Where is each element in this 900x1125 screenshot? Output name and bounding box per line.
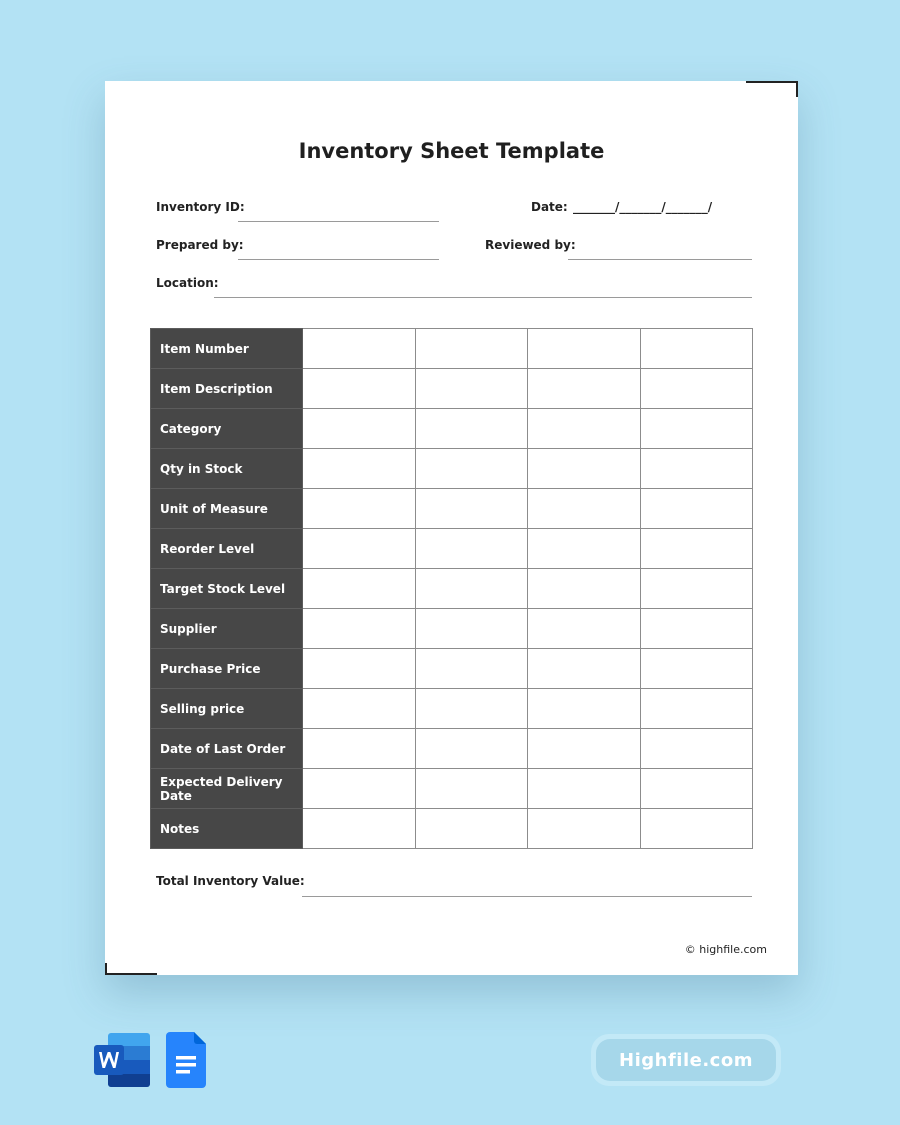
table-cell[interactable]	[415, 569, 528, 609]
table-cell[interactable]	[415, 369, 528, 409]
table-cell[interactable]	[640, 569, 753, 609]
reviewed-by-label: Reviewed by:	[485, 238, 576, 252]
table-cell[interactable]	[303, 409, 416, 449]
prepared-by-field[interactable]	[238, 259, 439, 260]
table-row	[151, 409, 753, 449]
table-cell[interactable]	[640, 529, 753, 569]
reviewed-by-field[interactable]	[568, 259, 752, 260]
row-header: Supplier	[151, 609, 303, 649]
table-cell[interactable]	[640, 689, 753, 729]
row-header: Selling price	[151, 689, 303, 729]
table-row	[151, 489, 753, 529]
crop-mark-bottom-left	[105, 963, 157, 975]
table-cell[interactable]	[415, 729, 528, 769]
table-cell[interactable]	[528, 649, 641, 689]
table-cell[interactable]	[528, 369, 641, 409]
row-header: Qty in Stock	[151, 449, 303, 489]
inventory-table	[150, 328, 753, 849]
table-cell[interactable]	[303, 729, 416, 769]
table-row	[151, 649, 753, 689]
table-row	[151, 729, 753, 769]
table-row	[151, 809, 753, 849]
table-cell[interactable]	[528, 729, 641, 769]
table-row	[151, 689, 753, 729]
table-row	[151, 369, 753, 409]
table-cell[interactable]	[415, 609, 528, 649]
table-cell[interactable]	[415, 769, 528, 809]
location-label: Location:	[156, 276, 219, 290]
table-row	[151, 569, 753, 609]
row-header: Expected Delivery Date	[151, 769, 303, 809]
row-header: Purchase Price	[151, 649, 303, 689]
highfile-brand-text: Highfile.com	[596, 1039, 776, 1081]
total-inventory-value-field[interactable]	[302, 896, 752, 897]
location-field[interactable]	[214, 297, 752, 298]
table-cell[interactable]	[640, 609, 753, 649]
table-cell[interactable]	[415, 489, 528, 529]
table-cell[interactable]	[640, 449, 753, 489]
row-header: Category	[151, 409, 303, 449]
table-cell[interactable]	[528, 569, 641, 609]
table-cell[interactable]	[528, 809, 641, 849]
row-header: Item Description	[151, 369, 303, 409]
table-cell[interactable]	[528, 609, 641, 649]
table-cell[interactable]	[303, 449, 416, 489]
row-header: Reorder Level	[151, 529, 303, 569]
table-cell[interactable]	[303, 609, 416, 649]
table-cell[interactable]	[303, 769, 416, 809]
document-title: Inventory Sheet Template	[298, 139, 605, 163]
table-cell[interactable]	[303, 569, 416, 609]
table-cell[interactable]	[415, 689, 528, 729]
microsoft-word-icon	[94, 1033, 152, 1087]
table-cell[interactable]	[640, 769, 753, 809]
total-inventory-value-label: Total Inventory Value:	[156, 874, 305, 888]
date-label: Date:	[531, 200, 568, 214]
table-cell[interactable]	[528, 489, 641, 529]
table-cell[interactable]	[640, 409, 753, 449]
table-row	[151, 529, 753, 569]
row-header: Target Stock Level	[151, 569, 303, 609]
crop-mark-top-right	[746, 81, 798, 97]
table-cell[interactable]	[303, 329, 416, 369]
table-cell[interactable]	[303, 809, 416, 849]
table-cell[interactable]	[640, 369, 753, 409]
table-cell[interactable]	[415, 409, 528, 449]
table-cell[interactable]	[303, 489, 416, 529]
table-cell[interactable]	[415, 529, 528, 569]
table-cell[interactable]	[640, 729, 753, 769]
table-cell[interactable]	[303, 529, 416, 569]
table-cell[interactable]	[640, 329, 753, 369]
table-cell[interactable]	[415, 329, 528, 369]
table-cell[interactable]	[528, 409, 641, 449]
highfile-brand-badge[interactable]	[591, 1034, 781, 1086]
table-row	[151, 329, 753, 369]
copyright-text: © highfile.com	[684, 943, 767, 956]
row-header: Date of Last Order	[151, 729, 303, 769]
prepared-by-label: Prepared by:	[156, 238, 244, 252]
table-cell[interactable]	[528, 329, 641, 369]
document-page	[105, 81, 798, 975]
table-cell[interactable]	[415, 809, 528, 849]
table-cell[interactable]	[640, 809, 753, 849]
inventory-id-field[interactable]	[238, 221, 439, 222]
table-cell[interactable]	[415, 649, 528, 689]
table-cell[interactable]	[640, 489, 753, 529]
table-cell[interactable]	[528, 449, 641, 489]
table-cell[interactable]	[640, 649, 753, 689]
table-cell[interactable]	[303, 649, 416, 689]
table-row	[151, 609, 753, 649]
table-row	[151, 769, 753, 809]
table-cell[interactable]	[415, 449, 528, 489]
row-header: Unit of Measure	[151, 489, 303, 529]
table-cell[interactable]	[528, 769, 641, 809]
table-cell[interactable]	[303, 689, 416, 729]
row-header: Notes	[151, 809, 303, 849]
date-field[interactable]: _______/_______/_______/	[573, 200, 713, 214]
table-cell[interactable]	[303, 369, 416, 409]
row-header: Item Number	[151, 329, 303, 369]
inventory-id-label: Inventory ID:	[156, 200, 245, 214]
table-cell[interactable]	[528, 529, 641, 569]
table-cell[interactable]	[528, 689, 641, 729]
table-row	[151, 449, 753, 489]
google-docs-icon	[166, 1032, 206, 1088]
